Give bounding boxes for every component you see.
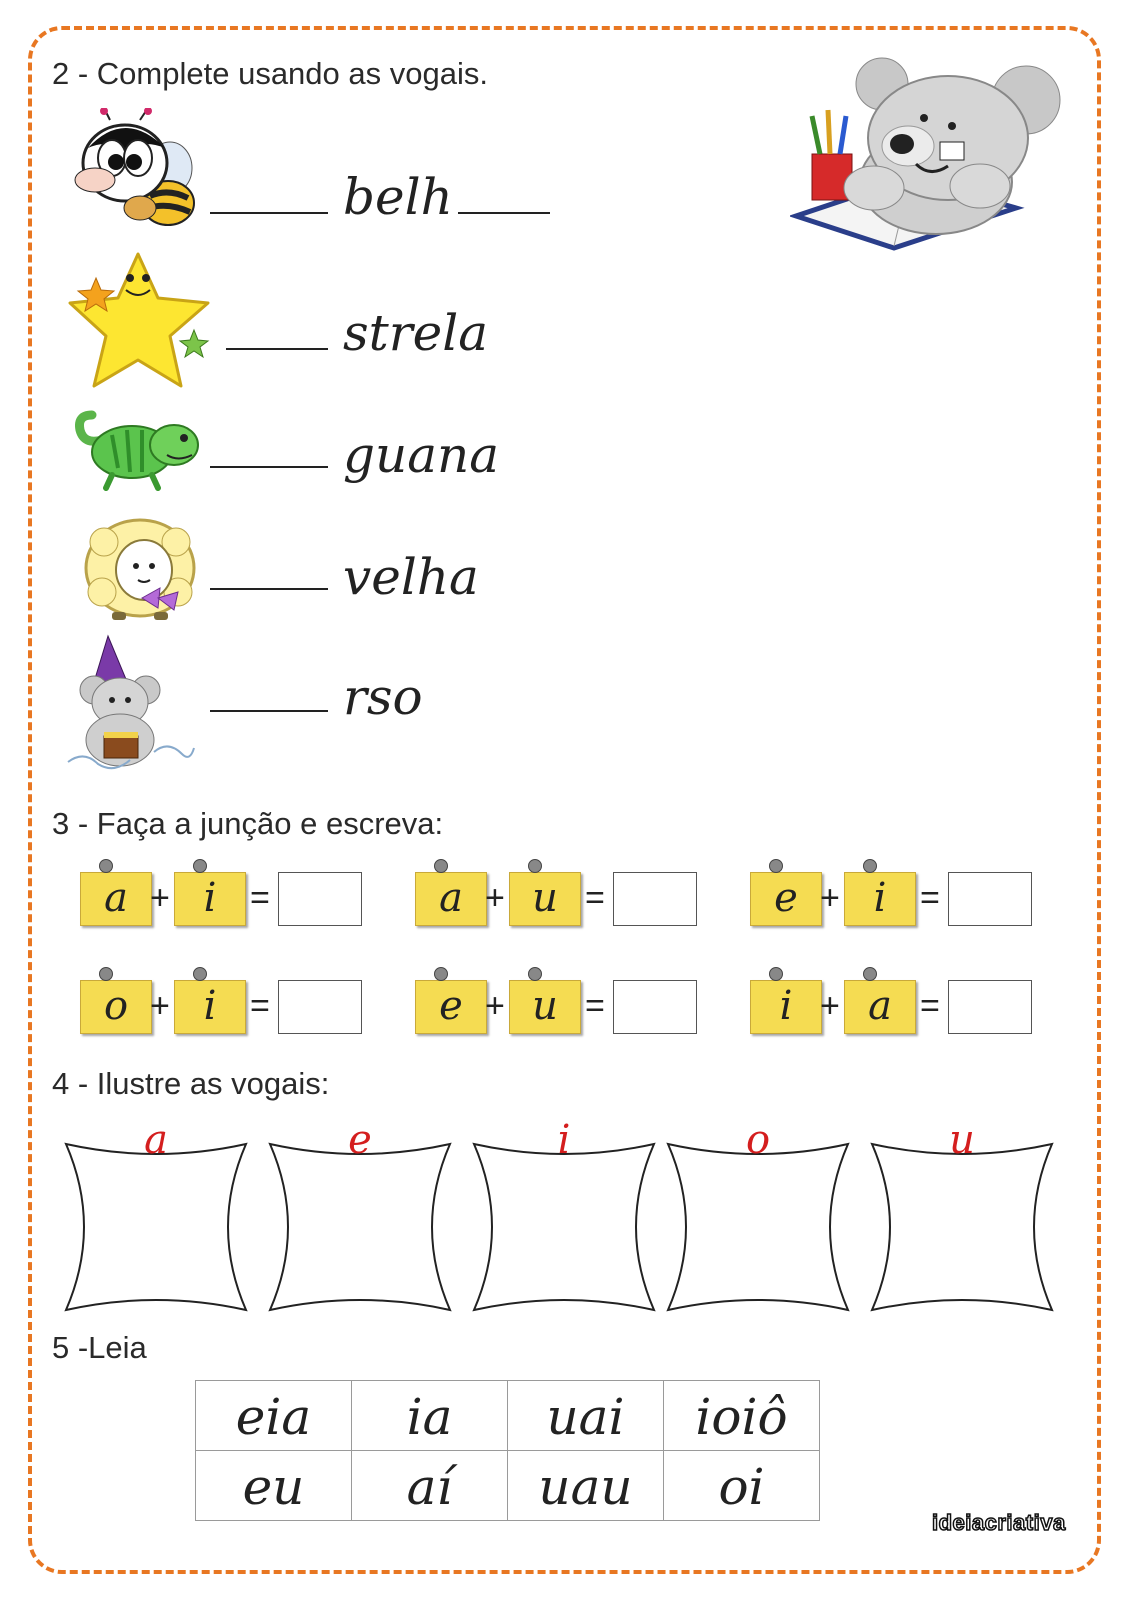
drawing-frames[interactable] bbox=[60, 1140, 1065, 1315]
section4-title: 4 - Ilustre as vogais: bbox=[52, 1066, 330, 1101]
word-belh: belh bbox=[343, 168, 453, 226]
vowel-label-u: u bbox=[949, 1117, 975, 1163]
answer-box[interactable] bbox=[948, 872, 1032, 926]
reading-cell: eia bbox=[196, 1381, 352, 1451]
answer-line[interactable] bbox=[210, 588, 328, 590]
reading-cell: uai bbox=[508, 1381, 664, 1451]
reading-table bbox=[195, 1380, 820, 1521]
vowel-note: e bbox=[750, 872, 822, 926]
vowel-note: a bbox=[844, 980, 916, 1034]
reading-cell: oi bbox=[664, 1451, 820, 1521]
iguana-icon bbox=[72, 400, 202, 492]
pin-icon bbox=[769, 967, 783, 981]
answer-box[interactable] bbox=[948, 980, 1032, 1034]
pin-icon bbox=[99, 859, 113, 873]
vowel-note: i bbox=[174, 872, 246, 926]
section5-title: 5 -Leia bbox=[52, 1330, 147, 1365]
pin-icon bbox=[863, 967, 877, 981]
vowel-label-i: i bbox=[557, 1117, 571, 1163]
vowel-note: i bbox=[750, 980, 822, 1034]
table-row bbox=[196, 1381, 820, 1451]
plus-sign: + bbox=[820, 879, 840, 917]
drawing-frame-i bbox=[474, 1144, 654, 1310]
vowel-note: e bbox=[415, 980, 487, 1034]
drawing-frame-u bbox=[872, 1144, 1052, 1310]
reading-cell: aí bbox=[352, 1451, 508, 1521]
drawing-frame-o bbox=[668, 1144, 848, 1310]
equals-sign: = bbox=[920, 987, 940, 1025]
word-rso: rso bbox=[343, 668, 423, 726]
answer-line[interactable] bbox=[210, 466, 328, 468]
plus-sign: + bbox=[485, 987, 505, 1025]
answer-line[interactable] bbox=[226, 348, 328, 350]
pin-icon bbox=[528, 859, 542, 873]
answer-line[interactable] bbox=[210, 212, 328, 214]
answer-line[interactable] bbox=[210, 710, 328, 712]
answer-box[interactable] bbox=[613, 980, 697, 1034]
sheep-icon bbox=[82, 512, 200, 624]
vowel-note: a bbox=[415, 872, 487, 926]
word-strela: strela bbox=[343, 304, 489, 362]
bee-icon bbox=[70, 108, 200, 238]
section2-title: 2 - Complete usando as vogais. bbox=[52, 56, 488, 91]
equals-sign: = bbox=[585, 987, 605, 1025]
drawing-frame-a bbox=[66, 1144, 246, 1310]
vowel-label-a: a bbox=[144, 1117, 168, 1163]
pin-icon bbox=[434, 859, 448, 873]
brand-logo: ideiacriativa bbox=[932, 1510, 1066, 1535]
pin-icon bbox=[99, 967, 113, 981]
reading-cell: uau bbox=[508, 1451, 664, 1521]
vowel-note: u bbox=[509, 872, 581, 926]
pin-icon bbox=[528, 967, 542, 981]
answer-box[interactable] bbox=[278, 980, 362, 1034]
drawing-frame-e bbox=[270, 1144, 450, 1310]
vowel-label-o: o bbox=[745, 1117, 771, 1163]
answer-box[interactable] bbox=[613, 872, 697, 926]
equals-sign: = bbox=[250, 987, 270, 1025]
plus-sign: + bbox=[485, 879, 505, 917]
table-row bbox=[196, 1451, 820, 1521]
vowel-note: u bbox=[509, 980, 581, 1034]
pin-icon bbox=[863, 859, 877, 873]
plus-sign: + bbox=[150, 879, 170, 917]
reading-cell: ia bbox=[352, 1381, 508, 1451]
pin-icon bbox=[193, 967, 207, 981]
pin-icon bbox=[434, 967, 448, 981]
vowel-note: a bbox=[80, 872, 152, 926]
reading-cell: ioiô bbox=[664, 1381, 820, 1451]
pin-icon bbox=[769, 859, 783, 873]
plus-sign: + bbox=[820, 987, 840, 1025]
word-velha: velha bbox=[343, 548, 479, 606]
equals-sign: = bbox=[250, 879, 270, 917]
equals-sign: = bbox=[920, 879, 940, 917]
mouse-party-icon bbox=[64, 632, 196, 774]
vowel-label-e: e bbox=[348, 1117, 372, 1163]
koala-reading-icon bbox=[790, 56, 1080, 252]
answer-line[interactable] bbox=[458, 212, 550, 214]
pin-icon bbox=[193, 859, 207, 873]
reading-cell: eu bbox=[196, 1451, 352, 1521]
word-guana: guana bbox=[343, 426, 500, 484]
vowel-note: i bbox=[174, 980, 246, 1034]
plus-sign: + bbox=[150, 987, 170, 1025]
answer-box[interactable] bbox=[278, 872, 362, 926]
equals-sign: = bbox=[585, 879, 605, 917]
vowel-note: o bbox=[80, 980, 152, 1034]
section3-title: 3 - Faça a junção e escreva: bbox=[52, 806, 444, 841]
star-icon bbox=[66, 248, 216, 393]
vowel-note: i bbox=[844, 872, 916, 926]
